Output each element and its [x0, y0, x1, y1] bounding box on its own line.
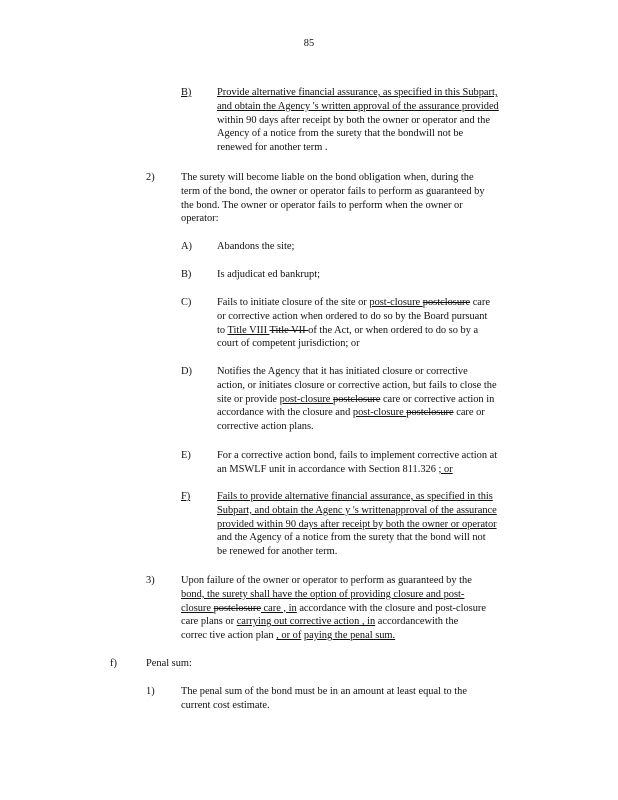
item-b-top-text	[217, 86, 535, 155]
item-2e-text: For a corrective action bond, fails to implement corrective action at an MSWLF unit in accordance with Section 811.326 ; or	[217, 450, 498, 475]
item-f1-text: The penal sum of the bond must be in an amount at least equal to the current cost estimate.	[181, 686, 467, 711]
item-2b-label: B)	[181, 269, 192, 280]
item-2-label: 2)	[146, 172, 155, 183]
item-b-top-label: B)	[181, 87, 192, 98]
item-b-top-line: Provide alternative financial assurance, as specified in this Subpart,	[217, 87, 498, 98]
item-2d-label: D)	[181, 366, 192, 377]
item-b-top-line: renewed for another term .	[217, 142, 328, 154]
item-f-label: f)	[110, 658, 117, 669]
item-3-text: Upon failure of the owner or operator to perform as guaranteed by the bond, the surety shall have the option of providing closure and post- closure postclosure care , in accordance with the closure and post-closure care plans or carrying out corrective action , in accordancewith the correc tive action plan , or of paying the penal sum.	[181, 575, 486, 642]
item-2d-text: Notifies the Agency that it has initiated closure or corrective action, or initiates closure or corrective action, but fails to close the site or provide post-closure postclosure care or corrective action in accordance with the closure and post-closure postclosure care or corrective action plans.	[217, 366, 497, 433]
item-2e-label: E)	[181, 450, 191, 461]
item-2-line: operator:	[181, 213, 219, 225]
item-2f-text: Fails to provide alternative financial assurance, as specified in this Subpart, and obtain the Agenc y 's writtenapproval of the assurance provided within 90 days after receipt by both the owner or operator and the Agency of a notice from the surety that the bond will not be renewed for another term.	[217, 491, 497, 558]
item-2-line: The surety will become liable on the bond obligation when, during the	[181, 172, 474, 183]
item-f1-label: 1)	[146, 686, 155, 697]
item-2a-label: A)	[181, 241, 192, 252]
item-b-top-line: and obtain the Agency 's written approval of the assurance provided	[217, 100, 499, 112]
item-2c-text: Fails to initiate closure of the site or post-closure postclosure care or corrective action when ordered to do so by the Board pursuant to Title VIII Title VII of the Act, or when ordered to do so by a court of competent jurisdiction; or	[217, 297, 490, 350]
item-2-line: the bond. The owner or operator fails to perform when the owner or	[181, 199, 463, 211]
item-2a-text: Abandons the site;	[217, 241, 295, 252]
page-number: 85	[303, 38, 315, 49]
item-b-top-line: within 90 days after receipt by both the owner or operator and the	[217, 114, 490, 126]
item-b-top-line: Agency of a notice from the surety that the bondwill not be	[217, 128, 464, 140]
item-2-text	[181, 171, 533, 226]
item-3-label: 3)	[146, 575, 155, 586]
item-2b-text: Is adjudicat ed bankrupt;	[217, 269, 321, 280]
item-f-text: Penal sum:	[146, 658, 192, 669]
item-2-line: term of the bond, the owner or operator fails to perform as guaranteed by	[181, 185, 485, 197]
item-2f-label: F)	[181, 491, 191, 502]
item-2c-label: C)	[181, 297, 192, 308]
